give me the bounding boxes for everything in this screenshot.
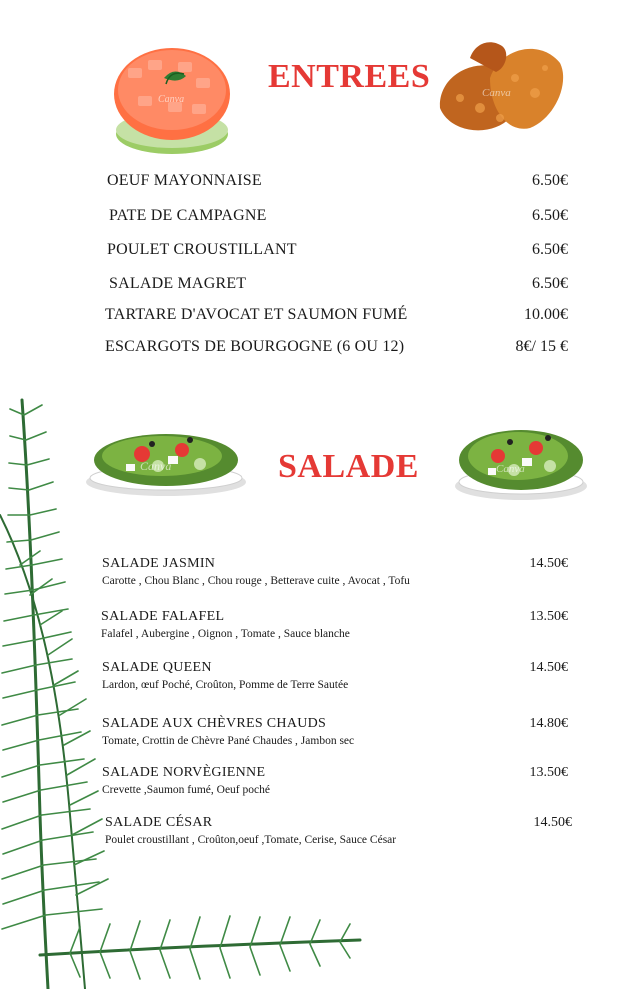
item-description: Lardon, œuf Poché, Croûton, Pomme de Terre Sautée — [102, 679, 349, 691]
item-name: ESCARGOTS DE BOURGOGNE (6 OU 12) — [105, 338, 405, 355]
list-item — [0, 556, 640, 596]
list-item — [0, 207, 640, 231]
item-name: SALADE JASMIN — [102, 556, 216, 571]
list-item — [0, 241, 640, 265]
item-name: POULET CROUSTILLANT — [107, 241, 297, 258]
list-item — [0, 660, 640, 700]
list-item — [0, 815, 640, 855]
item-name: PATE DE CAMPAGNE — [109, 207, 267, 224]
item-description: Poulet croustillant , Croûton,oeuf ,Tomate, Cerise, Sauce César — [105, 834, 397, 846]
item-price: 14.50€ — [533, 815, 572, 830]
item-price: 13.50€ — [529, 609, 568, 624]
item-description: Falafel , Aubergine , Oignon , Tomate , Sauce blanche — [101, 628, 350, 640]
item-name: TARTARE D'AVOCAT ET SAUMON FUMÉ — [105, 306, 408, 323]
salmon-tartare-icon — [108, 38, 236, 160]
item-price: 10.00€ — [524, 306, 568, 323]
item-price: 6.50€ — [532, 207, 568, 224]
item-price: 6.50€ — [532, 275, 568, 292]
list-item — [0, 765, 640, 805]
svg-text:Canva: Canva — [158, 94, 185, 105]
item-description: Crevette ,Saumon fumé, Oeuf poché — [102, 784, 270, 796]
list-item — [0, 275, 640, 299]
item-name: SALADE FALAFEL — [101, 609, 225, 624]
item-price: 13.50€ — [529, 765, 568, 780]
item-name: SALADE QUEEN — [102, 660, 212, 675]
item-name: SALADE NORVÈGIENNE — [102, 765, 266, 780]
item-description: Carotte , Chou Blanc , Chou rouge , Betterave cuite , Avocat , Tofu — [102, 575, 410, 587]
item-price: 14.80€ — [529, 716, 568, 731]
svg-text:Canva: Canva — [496, 463, 525, 475]
item-price: 14.50€ — [529, 556, 568, 571]
item-price: 8€/ 15 € — [515, 338, 568, 355]
item-name: SALADE AUX CHÈVRES CHAUDS — [102, 716, 327, 731]
list-item — [0, 306, 640, 330]
svg-text:Canva: Canva — [482, 87, 511, 99]
item-price: 6.50€ — [532, 172, 568, 189]
list-item — [0, 338, 640, 362]
item-price: 6.50€ — [532, 241, 568, 258]
salad-plate-icon — [82, 420, 250, 502]
svg-text:Canva: Canva — [140, 459, 172, 473]
entrees-title: ENTREES — [268, 58, 431, 95]
salad-plate-icon — [452, 420, 590, 506]
item-price: 14.50€ — [529, 660, 568, 675]
list-item — [0, 609, 640, 649]
list-item — [0, 716, 640, 756]
fried-chicken-icon — [430, 38, 572, 142]
salade-title: SALADE — [278, 448, 419, 485]
item-description: Tomate, Crottin de Chèvre Pané Chaudes , Jambon sec — [102, 735, 355, 747]
item-name: SALADE MAGRET — [109, 275, 247, 292]
item-name: OEUF MAYONNAISE — [107, 172, 262, 189]
list-item — [0, 172, 640, 196]
item-name: SALADE CÉSAR — [105, 815, 213, 830]
